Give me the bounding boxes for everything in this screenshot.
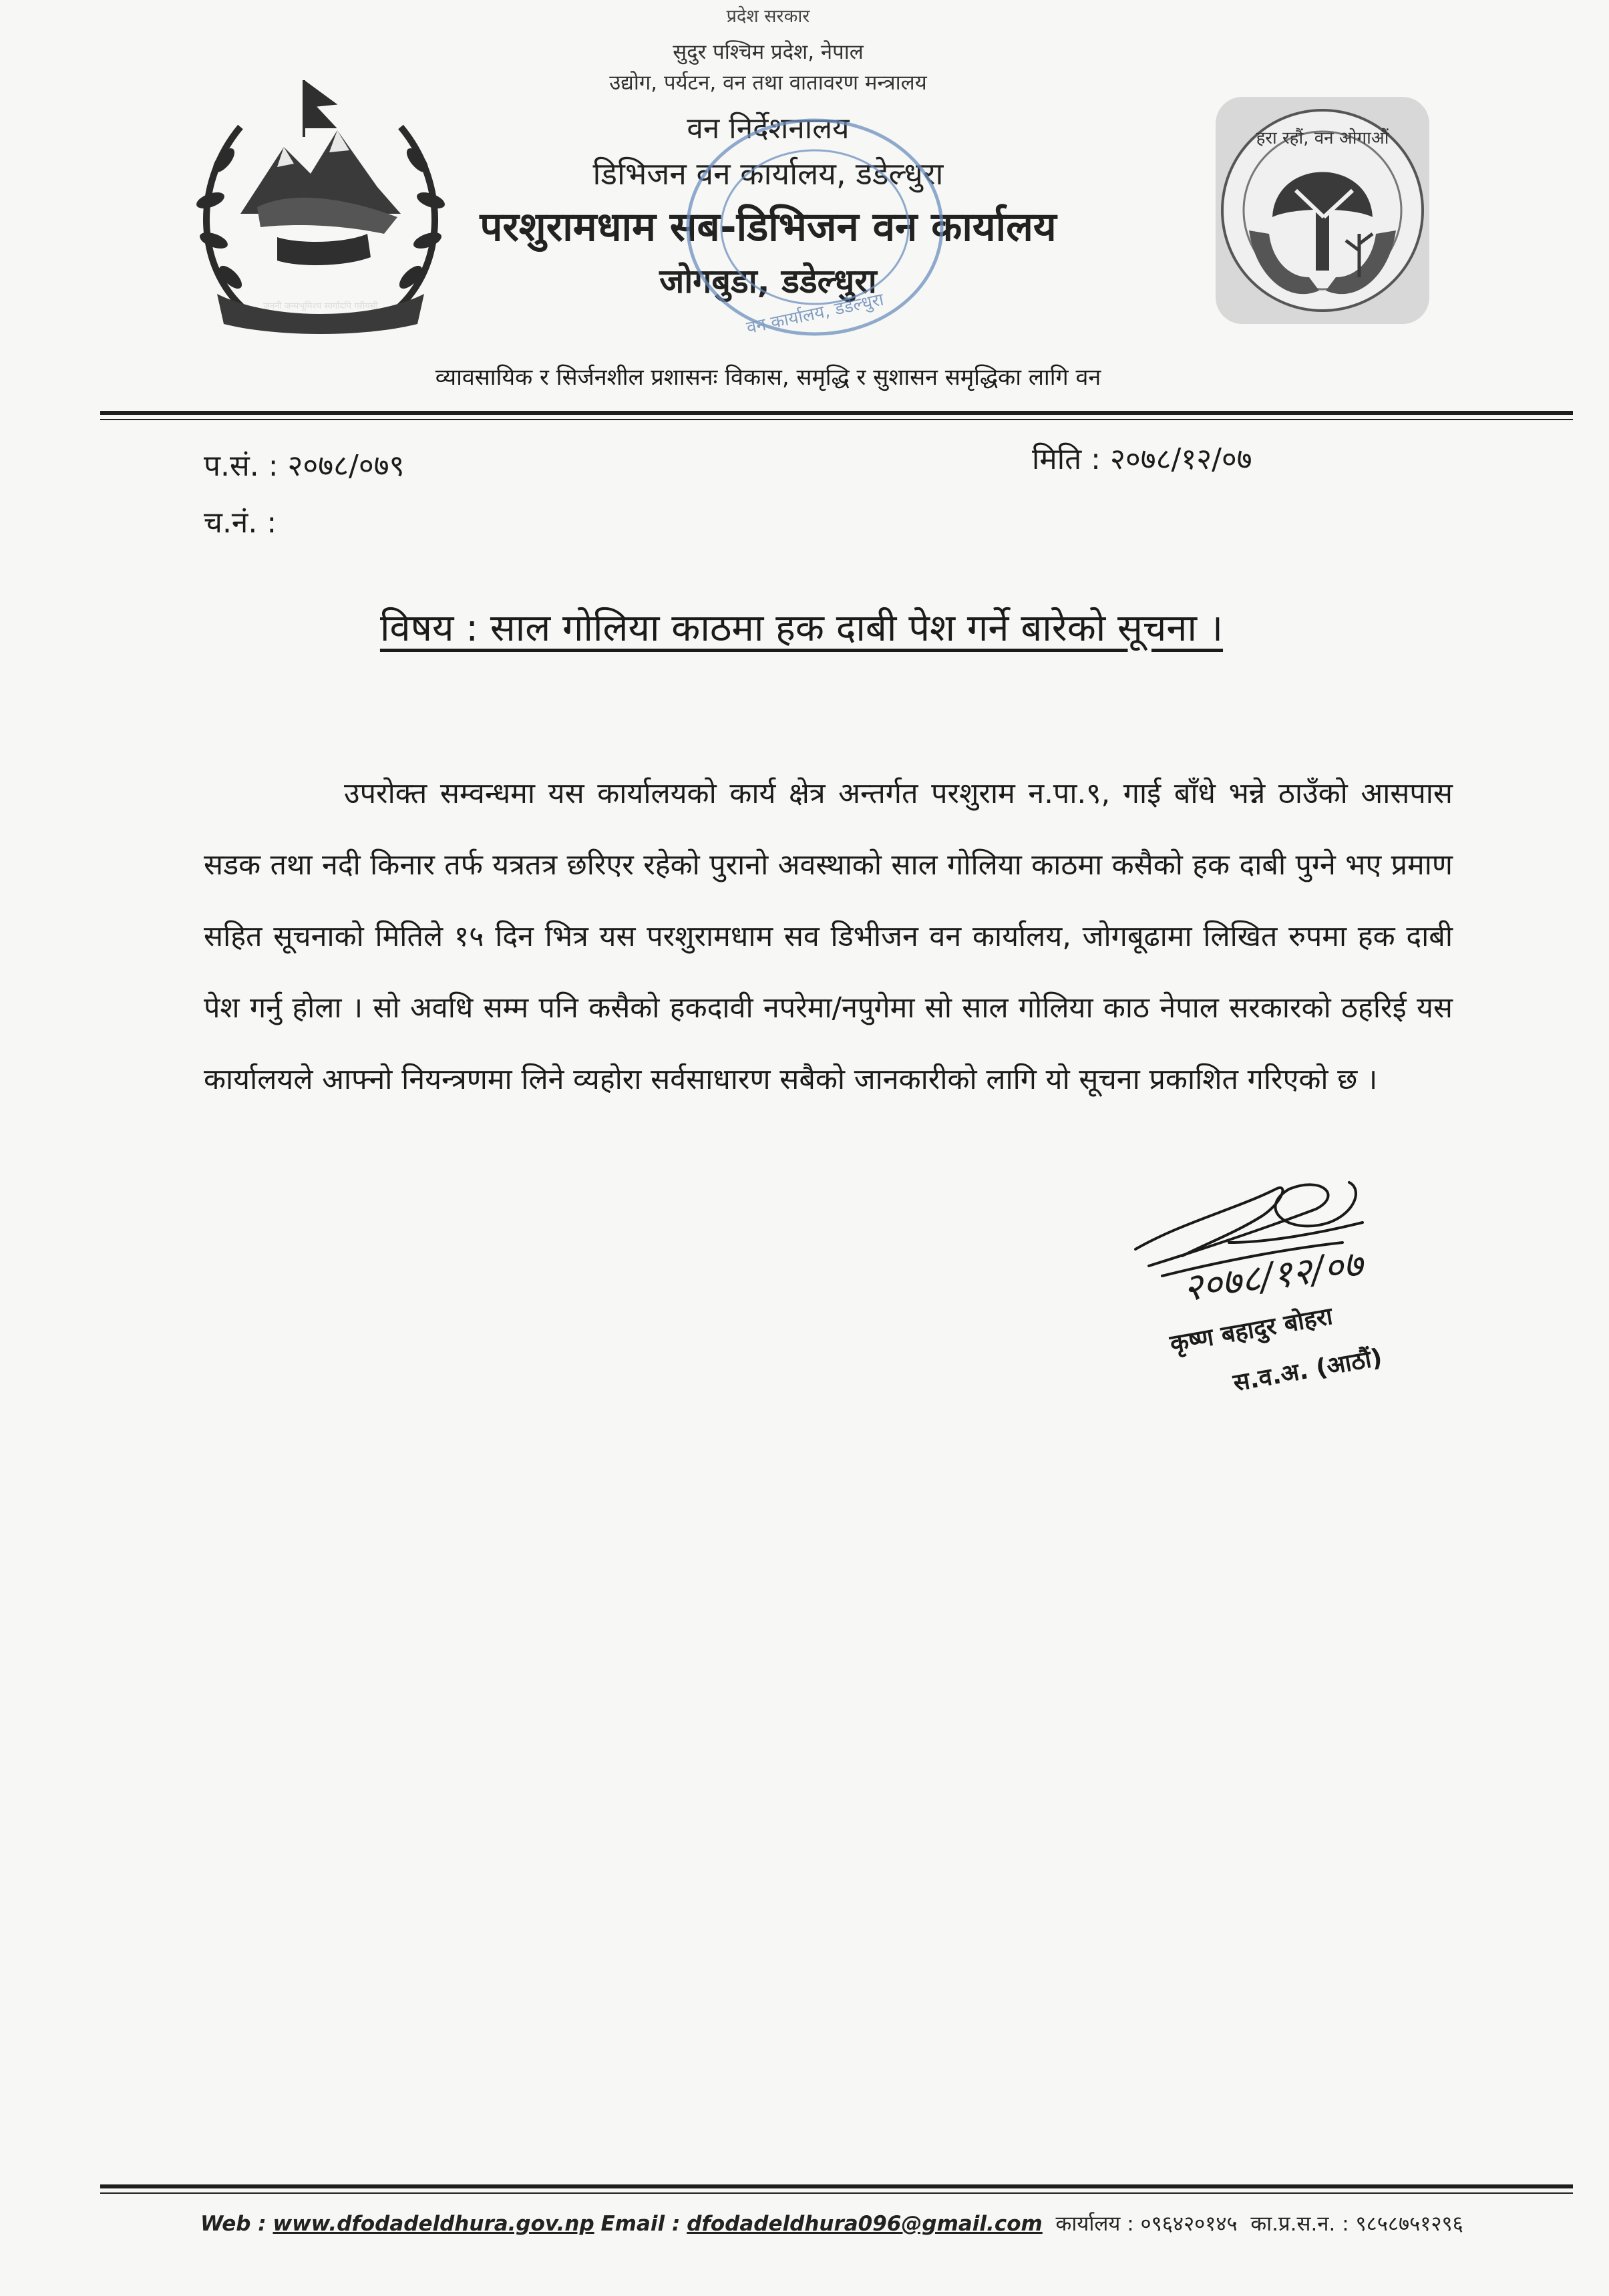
slogan: व्यावसायिक र सिर्जनशील प्रशासनः विकास, समृद्धि र सुशासन समृद्धिका लागि वन	[435, 364, 1101, 391]
header-line-directorate: वन निर्देशनालय	[687, 112, 850, 146]
officer-mobile: का.प्र.स.न. : ९८५८७५१२९६	[1250, 2212, 1463, 2236]
notice-body: उपरोक्त सम्वन्धमा यस कार्यालयको कार्य क्षेत्र अन्तर्गत परशुराम न.पा.९, गाई बाँधे भन्ने ठाउँको आसपास सडक तथा नदी किनार तर्फ यत्रतत्र छरिएर रहेको पुरानो अवस्थाको साल गोलिया काठमा कसैको हक दाबी पुग्ने भए प्रमाण सहित सूचनाको मितिले १५ दिन भित्र यस परशुरामधाम सव डिभीजन वन कार्यालय, जोगबूढामा लिखित रुपमा हक दाबी पेश गर्नु होला । सो अवधि सम्म पनि कसैको हकदावी नपरेमा/नपुगेमा सो साल गोलिया काठ नेपाल सरकारको ठहरिई यस कार्यालयले आफ्नो नियन्त्रणमा लिने व्यहोरा सर्वसाधारण सबैको जानकारीको लागि यो सूचना प्रकाशित गरिएको छ ।	[204, 777, 1453, 1096]
header-line-ministry: उद्योग, पर्यटन, वन तथा वातावरण मन्त्रालय	[609, 71, 927, 95]
letter-date: मिति : २०७८/१२/०७	[1032, 442, 1252, 476]
footer-divider	[100, 2184, 1573, 2188]
email-label: Email :	[600, 2212, 681, 2236]
header-line-province-government: प्रदेश सरकार	[726, 6, 810, 27]
reference-number: प.सं. : २०७८/०७९	[204, 449, 405, 483]
stamp-text: वन कार्यालय, डडेल्धुरा	[745, 289, 886, 339]
email-link[interactable]: dfodadeldhura096@gmail.com	[687, 2212, 1043, 2236]
header-divider	[100, 411, 1573, 415]
subject-text: विषय : साल गोलिया काठमा हक दाबी पेश गर्ने बारेको सूचना ।	[379, 607, 1224, 650]
signatory-designation: स.व.अ. (आठौं)	[1231, 1343, 1385, 1398]
office-stamp	[675, 107, 955, 347]
subject-line	[100, 601, 1503, 652]
web-label: Web :	[200, 2212, 266, 2236]
header-line-province: सुदुर पश्चिम प्रदेश, नेपाल	[673, 40, 864, 64]
header-line-division-office: डिभिजन वन कार्यालय, डडेल्धुरा	[592, 156, 944, 192]
header-line-address: जोगबुडा, डडेल्धुरा	[659, 262, 877, 301]
footer-divider-thin	[100, 2192, 1573, 2194]
footer-contacts	[200, 2209, 1536, 2237]
forest-logo-text: हरा रहौं, वन ओगाऔं	[1256, 128, 1389, 148]
dispatch-number: च.नं. :	[204, 506, 277, 540]
header-divider-thin	[100, 419, 1573, 420]
header-line-sub-division-office: परशुरामधाम सब-डिभिजन वन कार्यालय	[480, 204, 1057, 251]
signatory-name: कृष्ण बहादुर बोहरा	[1168, 1302, 1335, 1359]
website-link[interactable]: www.dfodadeldhura.gov.np	[273, 2212, 594, 2236]
signature-block	[1122, 1149, 1469, 1416]
office-phone: कार्यालय : ०९६४२०१४५	[1055, 2212, 1238, 2236]
emblem-caption: जननी जन्मभूमिश्च स्वर्गादपि गरीयसी	[263, 301, 378, 311]
handwritten-date: २०७८/१२/०७	[1180, 1242, 1366, 1311]
